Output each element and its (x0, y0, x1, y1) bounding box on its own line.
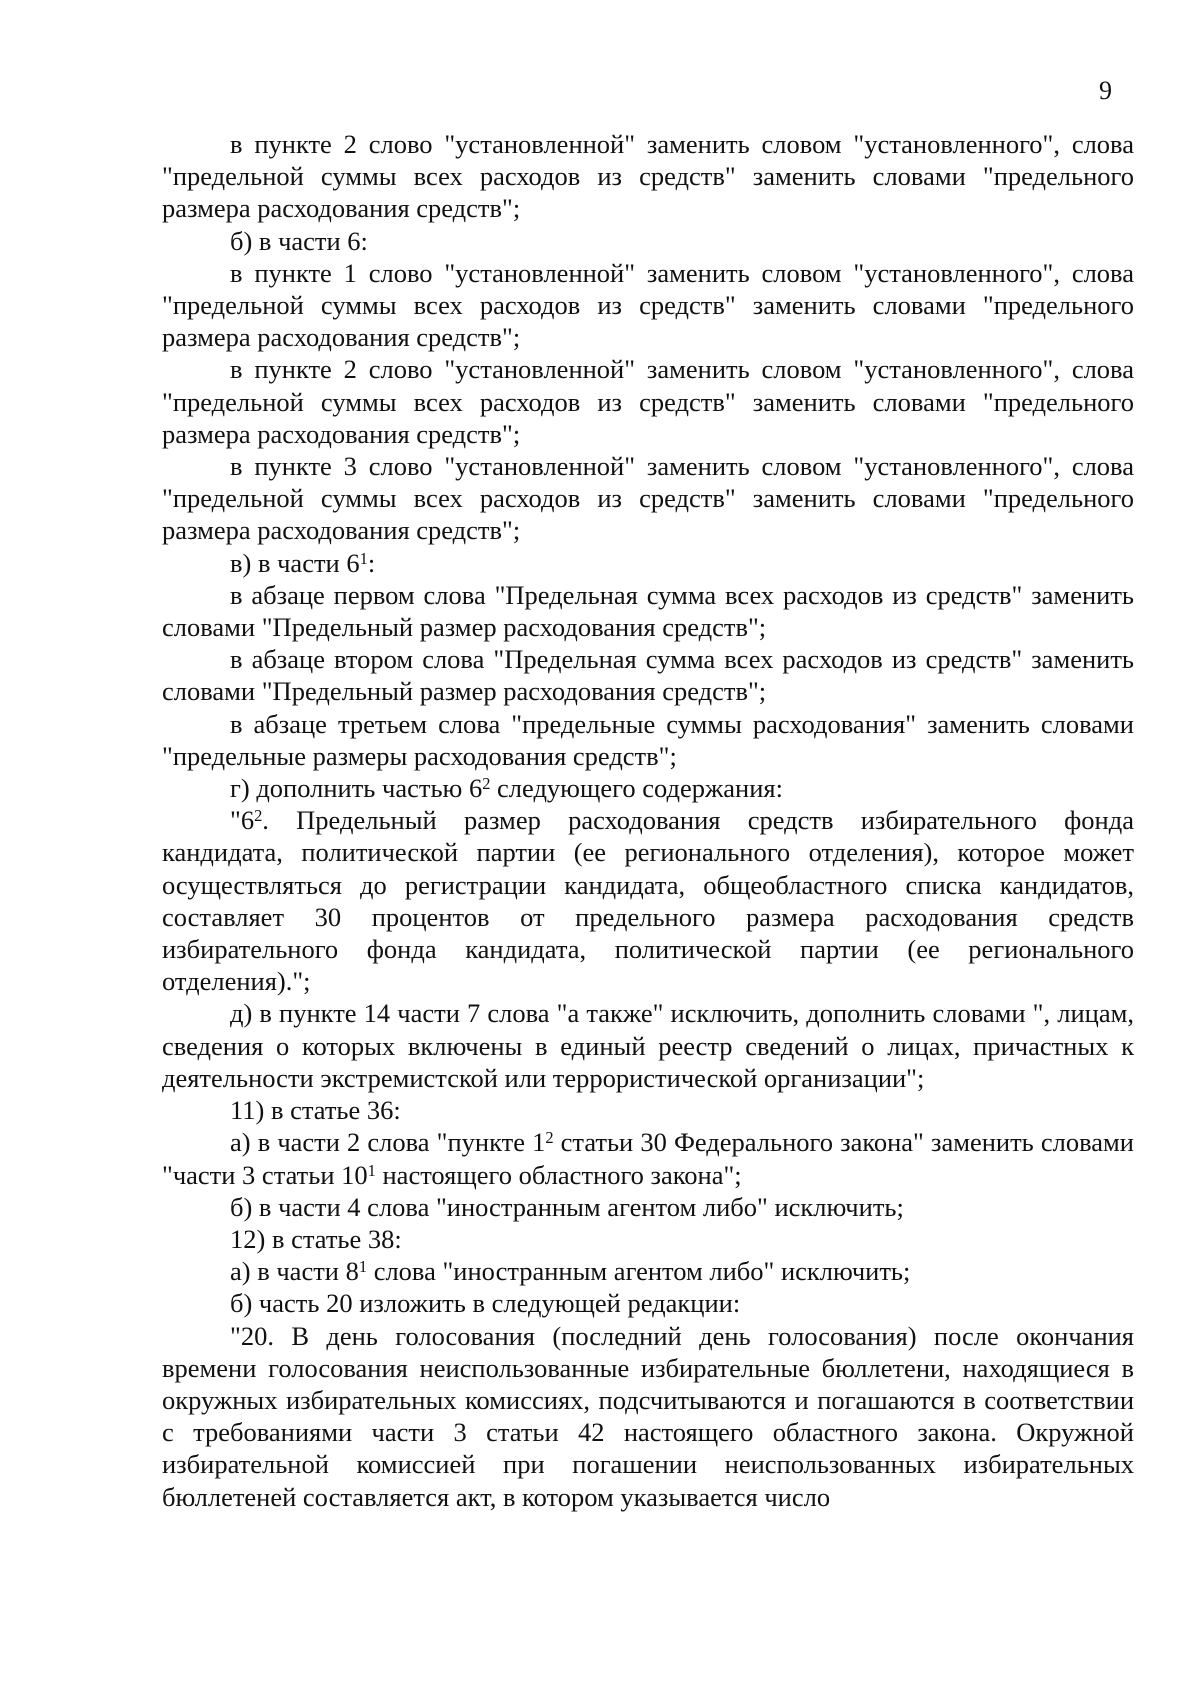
paragraph-text: б) часть 20 изложить в следующей редакции: (230, 1288, 741, 1319)
paragraph (162, 1223, 1134, 1255)
paragraph-text: в пункте 2 слово "установленной" заменить словом "установленного", слова "предельной суммы всех расходов из средств" заменить словами "предельного размера расходования средств"; (162, 354, 1134, 449)
paragraph-text: : (367, 547, 376, 578)
paragraph-text: настоящего областного закона"; (375, 1159, 742, 1190)
paragraph-text: слова "иностранным агентом либо" исключить; (367, 1256, 911, 1287)
paragraph-text: . Предельный размер расходования средств избирательного фонда кандидата, политической партии (ее регионального отделения), которое может осуществляться до регистрации кандидата, общеобластного списка кандидатов, составляет 30 процентов от предельного размера расходования средств избирательного фонда кандидата, политической партии (ее регионального отделения)."; (162, 805, 1134, 997)
paragraph-text: в) в части 6 (230, 547, 360, 578)
paragraph-text: в абзаце первом слова "Предельная сумма всех расходов из средств" заменить словами "Предельный размер расходования средств"; (162, 579, 1134, 643)
paragraph-text: б) в части 6: (230, 225, 368, 256)
paragraph-text: в абзаце третьем слова "предельные суммы расходования" заменить словами "предельные размеры расходования средств"; (162, 708, 1134, 771)
paragraph (162, 1320, 1134, 1513)
paragraph (162, 997, 1134, 1094)
paragraph (162, 579, 1134, 643)
paragraph (162, 1255, 1134, 1287)
paragraph-text: 11) в статье 36: (230, 1095, 401, 1126)
paragraph (162, 1094, 1134, 1126)
paragraph-text: в пункте 2 слово "установленной" заменить словом "установленного", слова "предельной суммы всех расходов из средств" заменить словами "предельного размера расходования средств"; (162, 129, 1134, 224)
paragraph (162, 128, 1134, 225)
paragraph-text: г) дополнить частью 6 (230, 773, 483, 804)
paragraph (162, 353, 1134, 450)
paragraph-text: следующего содержания: (490, 773, 783, 804)
paragraph-text: "6 (230, 805, 255, 836)
paragraph-text: а) в части 8 (230, 1256, 359, 1287)
superscript-index: 1 (367, 1160, 376, 1180)
superscript-index: 2 (545, 1128, 554, 1148)
paragraph-text: 12) в статье 38: (230, 1223, 402, 1254)
paragraph-text: д) в пункте 14 части 7 слова "а также" исключить, дополнить словами ", лицам, сведения о которых включены в единый реестр сведений о лицах, причастных к деятельности экстремистской или террористической организации"; (162, 998, 1134, 1093)
paragraph (162, 225, 1134, 257)
paragraph (162, 1287, 1134, 1319)
paragraph (162, 257, 1134, 354)
paragraph (162, 450, 1134, 547)
paragraph-text: статьи 30 Федерального закона" заменить словами "части 3 статьи 10 (162, 1127, 1134, 1190)
page-number: 9 (1099, 76, 1112, 105)
paragraph-text: в пункте 3 слово "установленной" заменить словом "установленного", слова "предельной суммы всех расходов из средств" заменить словами "предельного размера расходования средств"; (162, 451, 1134, 546)
paragraph (162, 1191, 1134, 1223)
superscript-index: 1 (359, 548, 368, 568)
paragraph-text: в абзаце втором слова "Предельная сумма всех расходов из средств" заменить словами "Предельный размер расходования средств"; (162, 644, 1134, 707)
paragraph-text: "20. В день голосования (последний день голосования) после окончания времени голосования неиспользованные избирательные бюллетени, находящиеся в окружных избирательных комиссиях, подсчитываются и погашаются в соответствии с требованиями части 3 статьи 42 настоящего областного закона. Окружной избирательной комиссией при погашении неиспользованных избирательных бюллетеней составляется акт, в котором указывается число (162, 1320, 1134, 1512)
superscript-index: 2 (482, 773, 491, 793)
superscript-index: 1 (358, 1256, 368, 1276)
paragraph (162, 643, 1134, 707)
paragraph (162, 1126, 1134, 1190)
paragraph (162, 772, 1134, 804)
paragraph-text: а) в части 2 слова "пункте 1 (230, 1127, 546, 1158)
paragraph (162, 547, 1134, 579)
paragraph-text: б) в части 4 слова "иностранным агентом либо" исключить; (230, 1191, 904, 1222)
document-body (162, 128, 1134, 1513)
paragraph-text: в пункте 1 слово "установленной" заменить словом "установленного", слова "предельной суммы всех расходов из средств" заменить словами "предельного размера расходования средств"; (162, 257, 1134, 353)
paragraph (162, 708, 1134, 772)
superscript-index: 2 (254, 806, 263, 826)
paragraph (162, 804, 1134, 997)
